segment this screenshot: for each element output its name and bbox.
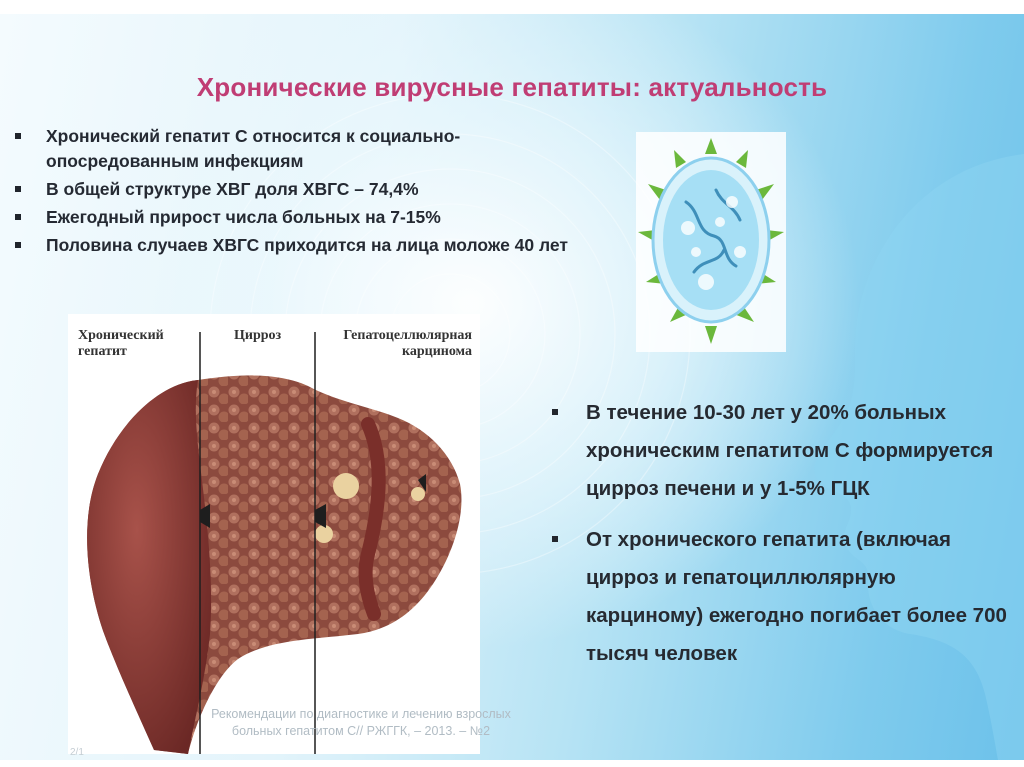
page-number: 2/1: [70, 747, 84, 758]
liver-illustration-icon: [68, 314, 480, 754]
slide-title: Хронические вирусные гепатиты: актуальность: [196, 72, 828, 102]
top-bullet-3: Ежегодный прирост числа больных на 7-15%: [14, 205, 594, 230]
virus-illustration-icon: [636, 132, 786, 352]
bottom-bullet-1: В течение 10-30 лет у 20% больных хроническим гепатитом С формируется цирроз печени и у 1-5% ГЦК: [552, 394, 1012, 508]
stage-label-chronic-hepatitis: Хронический гепатит: [78, 328, 164, 359]
top-bullet-1: Хронический гепатит С относится к социально-опосредованным инфекциям: [14, 124, 594, 174]
stage-label-carcinoma: Гепатоцеллюлярная карцинома: [343, 328, 472, 359]
bottom-bullet-2: От хронического гепатита (включая цирроз и гепатоциллюлярную карциному) ежегодно погибает более 700 тысяч человек: [552, 521, 1012, 673]
liver-stages-figure: [68, 314, 480, 754]
top-bullet-4: Половина случаев ХВГС приходится на лица моложе 40 лет: [14, 233, 594, 258]
bottom-bullet-list: [552, 394, 1012, 686]
stage-label-cirrhosis: Цирроз: [234, 328, 282, 343]
slide: [0, 14, 1024, 760]
citation: Рекомендации по диагностике и лечению взрослых больных гепатитом С// РЖГГК, – 2013. – №2: [211, 707, 511, 738]
top-bullet-list: [14, 124, 594, 261]
top-bullet-2: В общей структуре ХВГ доля ХВГС – 74,4%: [14, 177, 594, 202]
